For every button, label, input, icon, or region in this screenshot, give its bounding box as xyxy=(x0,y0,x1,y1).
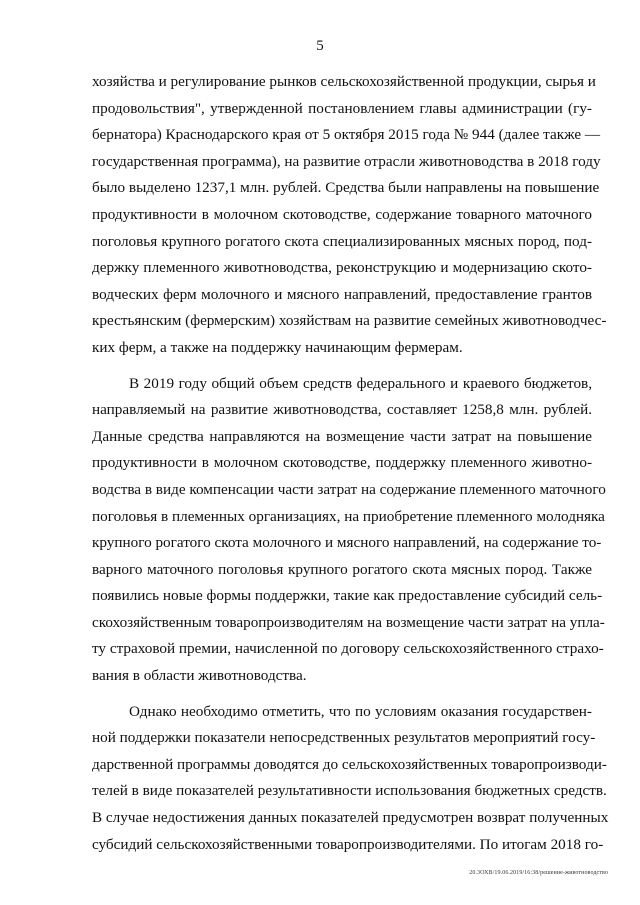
document-body xyxy=(92,69,609,858)
text-line: крестьянским (фермерским) хозяйствам на развитие семейных животноводчес- xyxy=(92,312,607,330)
text-line: Данные средства направляются на возмещение части затрат на повышение xyxy=(92,427,592,445)
text-line: В 2019 году общий объем средств федерального и краевого бюджетов, xyxy=(129,374,592,392)
text-line: варного маточного поголовья крупного рогатого скота мясных пород. Также xyxy=(92,560,592,578)
text-line: держку племенного животноводства, реконструкцию и модернизацию ското- xyxy=(92,259,592,277)
paragraph xyxy=(92,371,606,690)
text-line: крупного рогатого скота молочного и мясного направлений, на содержание то- xyxy=(92,534,602,552)
text-line: водства в виде компенсации части затрат на содержание племенного маточного xyxy=(92,480,606,498)
paragraph xyxy=(92,69,607,362)
text-line: бернатора) Краснодарского края от 5 октября 2015 года № 944 (далее также — xyxy=(92,126,601,144)
text-line: направляемый на развитие животноводства, составляет 1258,8 млн. рублей. xyxy=(92,401,592,419)
text-line: телей в виде показателей результативности использования бюджетных средств. xyxy=(92,782,607,800)
text-line: ту страховой премии, начисленной по договору сельскохозяйственного страхо- xyxy=(92,640,604,658)
text-line: ной поддержки показатели непосредственных результатов мероприятий госу- xyxy=(92,729,596,747)
text-line: хозяйства и регулирование рынков сельскохозяйственной продукции, сырья и xyxy=(92,73,596,90)
text-line: скохозяйственным товаропроизводителям на возмещение части затрат на упла- xyxy=(92,613,605,631)
text-line: В случае недостижения данных показателей предусмотрен возврат полученных xyxy=(92,809,609,827)
paragraph xyxy=(92,699,609,859)
page-number: 5 xyxy=(316,38,324,54)
text-line: субсидий сельскохозяйственными товаропроизводителями. По итогам 2018 го- xyxy=(92,835,604,853)
text-line: дарственной программы доводятся до сельскохозяйственных товаропроизводи- xyxy=(92,755,607,773)
text-line: государственная программа), на развитие отрасли животноводства в 2018 году xyxy=(92,152,601,170)
document-footer-code: 20.3ОХВ/19.06.2019/16:38/решение-животноводство xyxy=(469,870,608,876)
text-line: поголовья в племенных организациях, на приобретение племенного молодняка xyxy=(92,507,605,525)
text-line: продуктивности в молочном скотоводстве, поддержку племенного животно- xyxy=(92,454,592,472)
text-line: было выделено 1237,1 млн. рублей. Средства были направлены на повышение xyxy=(92,179,600,197)
text-line: Однако необходимо отметить, что по условиям оказания государствен- xyxy=(129,702,592,720)
text-line: ких ферм, а также на поддержку начинающим фермерам. xyxy=(92,338,463,356)
text-line: появились новые формы поддержки, такие как предоставление субсидий сель- xyxy=(92,587,603,605)
text-line: водческих ферм молочного и мясного направлений, предоставление грантов xyxy=(92,285,592,303)
text-line: поголовья крупного рогатого скота специализированных мясных пород, под- xyxy=(92,232,592,250)
text-line: продуктивности в молочном скотоводстве, содержание товарного маточного xyxy=(92,205,592,223)
text-line: вания в области животноводства. xyxy=(92,667,307,685)
text-line: продовольствия", утвержденной постановлением главы администрации (гу- xyxy=(92,99,592,117)
